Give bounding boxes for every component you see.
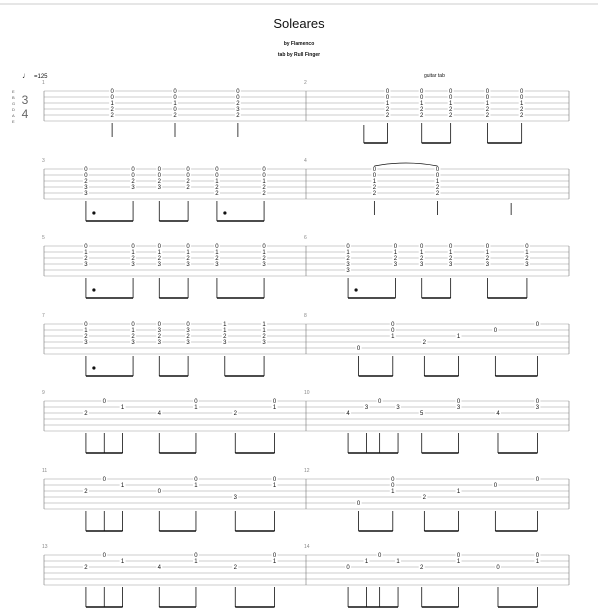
fret-number: 1 bbox=[456, 334, 461, 340]
fret-number: 0 bbox=[385, 89, 390, 95]
fret-number: 3 bbox=[525, 262, 529, 268]
measure-number: 12 bbox=[304, 468, 310, 474]
fret-number: 0 bbox=[535, 399, 540, 405]
fret-number: 2 bbox=[215, 191, 219, 197]
fret-number: 2 bbox=[393, 256, 398, 262]
fret-number: 0 bbox=[157, 322, 161, 328]
fret-number: 3 bbox=[84, 191, 88, 197]
fret-number: 2 bbox=[435, 191, 440, 197]
fret-number: 2 bbox=[215, 185, 219, 191]
fret-number: 3 bbox=[420, 262, 424, 268]
fret-number: 1 bbox=[173, 101, 177, 107]
fret-number: 0 bbox=[131, 167, 135, 173]
fret-number: 2 bbox=[173, 113, 177, 119]
fret-number: 2 bbox=[485, 256, 490, 262]
fret-number: 0 bbox=[519, 95, 524, 101]
song-title: Soleares bbox=[273, 16, 325, 31]
fret-number: 0 bbox=[236, 95, 240, 101]
fret-number: 2 bbox=[110, 107, 114, 113]
tuning-label: G bbox=[12, 101, 16, 106]
fret-number: 2 bbox=[262, 185, 266, 191]
fret-number: 0 bbox=[420, 95, 424, 101]
fret-number: 3 bbox=[262, 340, 266, 346]
fret-number: 1 bbox=[131, 250, 135, 256]
fret-number: 3 bbox=[346, 262, 350, 268]
fret-number: 2 bbox=[420, 565, 424, 571]
staff-system-2 bbox=[42, 158, 569, 221]
fret-number: 1 bbox=[456, 559, 461, 565]
fret-number: 1 bbox=[456, 489, 461, 495]
fret-number: 1 bbox=[223, 322, 227, 328]
fret-number: 0 bbox=[372, 173, 377, 179]
fret-number: 2 bbox=[372, 191, 377, 197]
fret-number: 3 bbox=[364, 405, 369, 411]
fret-number: 2 bbox=[372, 185, 377, 191]
fret-number: 2 bbox=[448, 107, 453, 113]
fret-number: 1 bbox=[262, 179, 266, 185]
fret-number: 0 bbox=[385, 95, 390, 101]
fret-number: 0 bbox=[372, 167, 377, 173]
tuning-label: D bbox=[12, 107, 15, 112]
fret-number: 2 bbox=[84, 411, 88, 417]
measure-number: 1 bbox=[42, 80, 45, 86]
fret-number: 4 bbox=[346, 411, 350, 417]
fret-number: 0 bbox=[215, 244, 219, 250]
fret-number: 2 bbox=[236, 113, 240, 119]
fret-number: 2 bbox=[215, 256, 219, 262]
fret-number: 2 bbox=[420, 256, 424, 262]
fret-number: 2 bbox=[186, 185, 190, 191]
fret-number: 2 bbox=[262, 256, 266, 262]
fret-number: 4 bbox=[157, 411, 161, 417]
fret-number: 0 bbox=[131, 244, 135, 250]
fret-number: 0 bbox=[456, 399, 461, 405]
artist-credit: by Flamenco bbox=[283, 41, 315, 47]
measure-number: 9 bbox=[42, 390, 45, 396]
fret-number: 0 bbox=[456, 553, 461, 559]
fret-number: 1 bbox=[391, 489, 395, 495]
fret-number: 0 bbox=[272, 553, 277, 559]
fret-number: 0 bbox=[272, 399, 277, 405]
fret-number: 0 bbox=[535, 477, 540, 483]
fret-number: 0 bbox=[496, 565, 500, 571]
fret-number: 2 bbox=[233, 565, 237, 571]
fret-number: 1 bbox=[485, 250, 490, 256]
fret-number: 0 bbox=[262, 244, 266, 250]
fret-number: 0 bbox=[110, 95, 114, 101]
fret-number: 1 bbox=[131, 328, 135, 334]
fret-number: 1 bbox=[519, 101, 524, 107]
fret-number: 1 bbox=[194, 405, 198, 411]
fret-number: 0 bbox=[493, 328, 498, 334]
fret-number: 1 bbox=[393, 250, 398, 256]
fret-number: 1 bbox=[435, 179, 440, 185]
dot-marker bbox=[223, 211, 226, 214]
fret-number: 2 bbox=[157, 334, 161, 340]
fret-number: 1 bbox=[385, 101, 390, 107]
fret-number: 3 bbox=[157, 328, 161, 334]
measure-number: 2 bbox=[304, 80, 307, 86]
fret-number: 2 bbox=[84, 334, 88, 340]
fret-number: 1 bbox=[485, 101, 490, 107]
fret-number: 0 bbox=[102, 399, 106, 405]
fret-number: 0 bbox=[448, 95, 453, 101]
fret-number: 1 bbox=[120, 483, 125, 489]
fret-number: 0 bbox=[262, 173, 266, 179]
tie-arc bbox=[374, 163, 437, 166]
fret-number: 0 bbox=[391, 328, 395, 334]
fret-number: 0 bbox=[435, 173, 440, 179]
fret-number: 2 bbox=[422, 340, 427, 346]
fret-number: 0 bbox=[448, 89, 453, 95]
fret-number: 2 bbox=[485, 107, 490, 113]
fret-number: 1 bbox=[262, 250, 266, 256]
fret-number: 1 bbox=[346, 250, 350, 256]
fret-number: 0 bbox=[519, 89, 524, 95]
fret-number: 2 bbox=[84, 179, 88, 185]
measure-number: 11 bbox=[42, 468, 48, 474]
fret-number: 0 bbox=[102, 477, 106, 483]
fret-number: 2 bbox=[157, 179, 161, 185]
staff-system-1 bbox=[12, 80, 569, 143]
fret-number: 1 bbox=[120, 405, 125, 411]
fret-number: 3 bbox=[233, 495, 237, 501]
fret-number: 0 bbox=[535, 553, 540, 559]
fret-number: 1 bbox=[262, 322, 266, 328]
fret-number: 0 bbox=[377, 553, 382, 559]
fret-number: 0 bbox=[420, 244, 424, 250]
fret-number: 1 bbox=[110, 101, 114, 107]
fret-number: 0 bbox=[173, 89, 177, 95]
fret-number: 1 bbox=[194, 559, 198, 565]
fret-number: 2 bbox=[110, 113, 114, 119]
fret-number: 0 bbox=[215, 167, 219, 173]
fret-number: 3 bbox=[157, 185, 161, 191]
fret-number: 0 bbox=[356, 501, 361, 507]
fret-number: 0 bbox=[485, 95, 490, 101]
fret-number: 2 bbox=[236, 101, 240, 107]
tuning-label: B bbox=[12, 95, 15, 100]
staff-system-3 bbox=[42, 235, 569, 298]
fret-number: 0 bbox=[535, 322, 540, 328]
fret-number: 4 bbox=[157, 565, 161, 571]
fret-number: 0 bbox=[485, 89, 490, 95]
staff-system-4 bbox=[42, 313, 569, 376]
measure-number: 6 bbox=[304, 235, 307, 241]
time-signature-bottom: 4 bbox=[21, 107, 29, 121]
fret-number: 3 bbox=[131, 340, 135, 346]
time-signature-top: 3 bbox=[21, 93, 29, 108]
staff-system-6 bbox=[42, 468, 569, 531]
tuning-label: E bbox=[12, 89, 15, 94]
fret-number: 2 bbox=[262, 334, 266, 340]
fret-number: 3 bbox=[157, 340, 161, 346]
fret-number: 0 bbox=[131, 322, 135, 328]
fret-number: 2 bbox=[525, 256, 529, 262]
dot-marker bbox=[92, 211, 95, 214]
fret-number: 1 bbox=[120, 559, 125, 565]
fret-number: 2 bbox=[385, 107, 390, 113]
fret-number: 3 bbox=[186, 340, 190, 346]
fret-number: 5 bbox=[420, 411, 424, 417]
measure-number: 8 bbox=[304, 313, 307, 319]
fret-number: 0 bbox=[346, 565, 350, 571]
measure-number: 13 bbox=[42, 544, 48, 550]
fret-number: 3 bbox=[215, 262, 219, 268]
fret-number: 0 bbox=[435, 167, 440, 173]
fret-number: 1 bbox=[420, 250, 424, 256]
measure-number: 14 bbox=[304, 544, 310, 550]
fret-number: 1 bbox=[194, 483, 198, 489]
fret-number: 2 bbox=[519, 107, 524, 113]
fret-number: 0 bbox=[346, 244, 350, 250]
tuning-label: A bbox=[12, 113, 15, 118]
fret-number: 2 bbox=[84, 489, 88, 495]
fret-number: 2 bbox=[223, 334, 227, 340]
fret-number: 2 bbox=[84, 256, 88, 262]
quarter-note-icon: ♩ bbox=[22, 71, 30, 80]
fret-number: 2 bbox=[420, 107, 424, 113]
fret-number: 1 bbox=[448, 250, 453, 256]
fret-number: 2 bbox=[131, 256, 135, 262]
fret-number: 3 bbox=[262, 262, 266, 268]
fret-number: 1 bbox=[272, 483, 277, 489]
fret-number: 1 bbox=[525, 250, 529, 256]
dot-marker bbox=[92, 288, 95, 291]
staff-system-5 bbox=[42, 390, 569, 453]
measure-number: 3 bbox=[42, 158, 45, 164]
measure-number: 7 bbox=[42, 313, 45, 319]
fret-number: 0 bbox=[272, 477, 277, 483]
fret-number: 3 bbox=[396, 405, 400, 411]
fret-number: 1 bbox=[420, 101, 424, 107]
fret-number: 1 bbox=[262, 328, 266, 334]
fret-number: 0 bbox=[173, 107, 177, 113]
dot-marker bbox=[354, 288, 357, 291]
fret-number: 3 bbox=[236, 107, 240, 113]
fret-number: 3 bbox=[84, 340, 88, 346]
fret-number: 0 bbox=[173, 95, 177, 101]
fret-number: 2 bbox=[485, 113, 490, 119]
fret-number: 0 bbox=[262, 167, 266, 173]
fret-number: 2 bbox=[262, 191, 266, 197]
fret-number: 0 bbox=[391, 477, 395, 483]
fret-number: 2 bbox=[186, 179, 190, 185]
fret-number: 1 bbox=[372, 179, 377, 185]
fret-number: 0 bbox=[84, 173, 88, 179]
fret-number: 1 bbox=[364, 559, 369, 565]
fret-number: 0 bbox=[391, 483, 395, 489]
staff-system-7 bbox=[42, 544, 569, 607]
fret-number: 3 bbox=[157, 262, 161, 268]
fret-number: 0 bbox=[110, 89, 114, 95]
fret-number: 1 bbox=[84, 328, 88, 334]
dot-marker bbox=[92, 366, 95, 369]
fret-number: 0 bbox=[131, 173, 135, 179]
fret-number: 0 bbox=[493, 483, 498, 489]
fret-number: 2 bbox=[519, 113, 524, 119]
fret-number: 0 bbox=[391, 322, 395, 328]
fret-number: 2 bbox=[157, 256, 161, 262]
fret-number: 2 bbox=[448, 113, 453, 119]
fret-number: 0 bbox=[84, 167, 88, 173]
fret-number: 0 bbox=[157, 167, 161, 173]
fret-number: 0 bbox=[377, 399, 382, 405]
measure-number: 4 bbox=[304, 158, 307, 164]
fret-number: 0 bbox=[194, 477, 198, 483]
fret-number: 0 bbox=[186, 322, 190, 328]
fret-number: 0 bbox=[393, 244, 398, 250]
fret-number: 2 bbox=[422, 495, 427, 501]
fret-number: 0 bbox=[84, 322, 88, 328]
fret-number: 1 bbox=[215, 179, 219, 185]
fret-number: 0 bbox=[157, 173, 161, 179]
fret-number: 3 bbox=[223, 340, 227, 346]
tuning-label: E bbox=[12, 119, 15, 124]
fret-number: 0 bbox=[448, 244, 453, 250]
fret-number: 2 bbox=[131, 179, 135, 185]
fret-number: 2 bbox=[233, 411, 237, 417]
fret-number: 1 bbox=[272, 559, 277, 565]
fret-number: 1 bbox=[448, 101, 453, 107]
fret-number: 1 bbox=[396, 559, 400, 565]
fret-number: 2 bbox=[186, 256, 190, 262]
fret-number: 0 bbox=[525, 244, 529, 250]
fret-number: 2 bbox=[448, 256, 453, 262]
fret-number: 1 bbox=[272, 405, 277, 411]
fret-number: 0 bbox=[356, 346, 361, 352]
fret-number: 3 bbox=[84, 262, 88, 268]
fret-number: 2 bbox=[420, 113, 424, 119]
fret-number: 3 bbox=[448, 262, 453, 268]
fret-number: 1 bbox=[535, 559, 540, 565]
fret-number: 3 bbox=[456, 405, 461, 411]
fret-number: 1 bbox=[391, 334, 395, 340]
fret-number: 1 bbox=[157, 250, 161, 256]
fret-number: 0 bbox=[194, 553, 198, 559]
fret-number: 2 bbox=[84, 565, 88, 571]
tab-author-credit: tab by Rull Finger bbox=[277, 52, 321, 58]
track-name: guitar tab bbox=[424, 73, 445, 79]
fret-number: 2 bbox=[131, 334, 135, 340]
fret-number: 3 bbox=[186, 328, 190, 334]
fret-number: 0 bbox=[186, 244, 190, 250]
fret-number: 0 bbox=[186, 167, 190, 173]
measure-number: 5 bbox=[42, 235, 45, 241]
fret-number: 1 bbox=[84, 250, 88, 256]
fret-number: 3 bbox=[485, 262, 490, 268]
fret-number: 3 bbox=[131, 185, 135, 191]
fret-number: 3 bbox=[393, 262, 398, 268]
fret-number: 0 bbox=[194, 399, 198, 405]
fret-number: 0 bbox=[157, 244, 161, 250]
fret-number: 3 bbox=[346, 268, 350, 274]
tempo-value: =125 bbox=[34, 74, 48, 80]
fret-number: 3 bbox=[131, 262, 135, 268]
fret-number: 1 bbox=[223, 328, 227, 334]
fret-number: 2 bbox=[346, 256, 350, 262]
fret-number: 3 bbox=[535, 405, 540, 411]
fret-number: 0 bbox=[84, 244, 88, 250]
fret-number: 0 bbox=[157, 489, 161, 495]
fret-number: 2 bbox=[435, 185, 440, 191]
fret-number: 0 bbox=[485, 244, 490, 250]
fret-number: 3 bbox=[84, 185, 88, 191]
fret-number: 4 bbox=[496, 411, 500, 417]
fret-number: 2 bbox=[186, 334, 190, 340]
fret-number: 0 bbox=[215, 173, 219, 179]
fret-number: 2 bbox=[385, 113, 390, 119]
fret-number: 0 bbox=[102, 553, 106, 559]
fret-number: 1 bbox=[215, 250, 219, 256]
fret-number: 0 bbox=[186, 173, 190, 179]
fret-number: 0 bbox=[420, 89, 424, 95]
fret-number: 0 bbox=[236, 89, 240, 95]
fret-number: 1 bbox=[186, 250, 190, 256]
fret-number: 3 bbox=[186, 262, 190, 268]
measure-number: 10 bbox=[304, 390, 310, 396]
